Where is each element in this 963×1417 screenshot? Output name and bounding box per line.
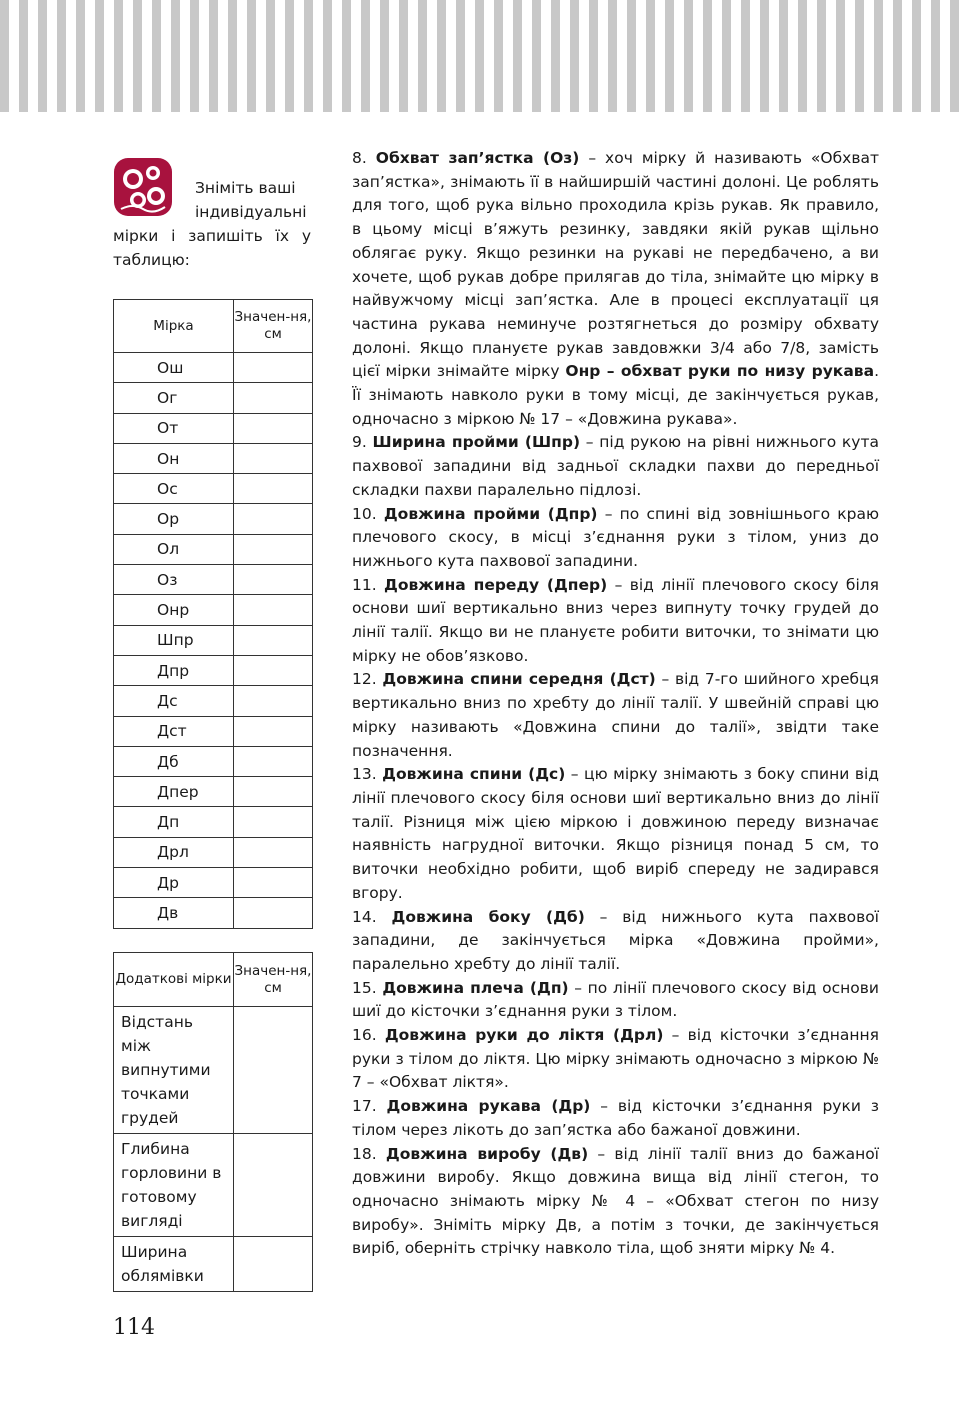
header-stripe <box>361 0 370 112</box>
header-stripe <box>665 0 674 112</box>
measurement-term: Довжина спини (Дс) <box>382 765 566 784</box>
measure-value-cell <box>234 837 313 867</box>
measurement-term: Довжина боку (Дб) <box>391 907 585 926</box>
measure-abbreviation: Ол <box>114 534 234 564</box>
header-stripe <box>304 0 313 112</box>
header-stripe <box>798 0 807 112</box>
measurement-description: . Її знімають навколо руки в тому місці, де закінчується рукав, одночасно з міркою № 17 – «Довжина рукава». <box>352 362 879 428</box>
paragraph-number: 10. <box>352 504 377 523</box>
header-stripe <box>760 0 769 112</box>
task-line-2: індивідуальні <box>195 203 307 221</box>
header-stripe <box>703 0 712 112</box>
extra-measure-value-cell <box>234 1007 313 1134</box>
measure-value-cell <box>234 898 313 928</box>
measurement-term: Обхват зап’ястка (Оз) <box>375 149 580 167</box>
table-row <box>114 868 313 898</box>
header-stripe <box>171 0 180 112</box>
table-row <box>114 565 313 595</box>
table-row <box>114 1134 313 1237</box>
measurement-term: Ширина пройми (Шпр) <box>372 433 581 452</box>
measurement-paragraph <box>352 763 879 905</box>
measure-value-cell <box>234 716 313 746</box>
measurements-table <box>113 299 313 929</box>
header-stripe <box>19 0 28 112</box>
task-line-rest: мірки і запишіть їх у таблицю: <box>113 227 311 269</box>
header-stripe <box>323 0 332 112</box>
header-stripe <box>855 0 864 112</box>
measure-value-cell <box>234 565 313 595</box>
measurement-description: – під рукою на рівні нижнього кута пахвової западини від задньої складки пахви до передньої складки пахви паралельно підлозі. <box>352 433 879 499</box>
paragraph-number: 8. <box>352 149 367 167</box>
table-row <box>114 777 313 807</box>
measure-abbreviation: Дст <box>114 716 234 746</box>
measure-value-cell <box>234 807 313 837</box>
measure-value-cell <box>234 353 313 383</box>
table-row <box>114 1237 313 1292</box>
measurement-term: Довжина переду (Дпер) <box>384 575 608 594</box>
table-row <box>114 413 313 443</box>
measurement-description: – по спині від зовнішнього краю плечового скосу, в місці з’єднання руки з тілом, униз до нижнього кута пахвової западини. <box>352 504 879 570</box>
measure-abbreviation: Шпр <box>114 625 234 655</box>
measurement-description: – від кісточки з’єднання руки з тілом до ліктя. Цю мірку знімають одночасно з міркою № 7 – «Обхват ліктя». <box>352 1026 879 1092</box>
paragraph-number: 16. <box>352 1026 377 1045</box>
measurement-paragraph <box>352 1024 879 1095</box>
measurement-description: – від лінії талії вниз до бажаної довжини виробу. Якщо довжина вища від лінії стегон, то одночасно знімають мірку № 4 – «Обхват стегон по низу виробу». Зніміть мірку Дв, а потім з точки, де закінчується виріб, оберніть стрічку навколо тіла, щоб зняти мірку № 4. <box>352 1144 879 1258</box>
header-stripe <box>152 0 161 112</box>
measure-abbreviation: Оз <box>114 565 234 595</box>
paragraph-number: 14. <box>352 907 377 926</box>
extra-measure-value-cell <box>234 1134 313 1237</box>
task-line-1: Зніміть ваші <box>195 179 296 197</box>
paragraph-number: 15. <box>352 978 377 997</box>
measure-value-cell <box>234 504 313 534</box>
table-row <box>114 353 313 383</box>
column-header-value: Значен-ня, см <box>234 300 313 353</box>
table-row <box>114 1007 313 1134</box>
header-stripe <box>266 0 275 112</box>
measure-value-cell <box>234 474 313 504</box>
measure-abbreviation: Онр <box>114 595 234 625</box>
table-row <box>114 716 313 746</box>
table-row <box>114 595 313 625</box>
header-stripe <box>608 0 617 112</box>
measurement-term: Онр – обхват руки по низу рукава <box>565 362 875 381</box>
measure-abbreviation: Он <box>114 443 234 473</box>
column-header-value: Значен-ня, см <box>234 953 313 1007</box>
extra-measure-label: Ширина облямівки <box>114 1237 234 1292</box>
header-stripe <box>57 0 66 112</box>
measure-value-cell <box>234 413 313 443</box>
header-stripe <box>551 0 560 112</box>
measurements-table-body <box>114 353 313 929</box>
header-stripe <box>741 0 750 112</box>
header-stripe <box>589 0 598 112</box>
measurement-paragraph <box>352 1143 879 1262</box>
header-stripe <box>209 0 218 112</box>
extra-measurements-table <box>113 952 313 1292</box>
measure-value-cell <box>234 777 313 807</box>
header-stripe <box>513 0 522 112</box>
table-row <box>114 383 313 413</box>
header-stripe <box>418 0 427 112</box>
paragraph-number: 11. <box>352 575 377 594</box>
header-stripe <box>779 0 788 112</box>
measurement-paragraph <box>352 147 879 431</box>
header-stripe <box>133 0 142 112</box>
header-stripe <box>380 0 389 112</box>
header-stripe <box>114 0 123 112</box>
paragraph-number: 12. <box>352 670 377 689</box>
measure-abbreviation: Ог <box>114 383 234 413</box>
header-stripe <box>950 0 959 112</box>
measure-abbreviation: Др <box>114 868 234 898</box>
header-stripe <box>931 0 940 112</box>
measure-abbreviation: Дб <box>114 746 234 776</box>
measurement-paragraph <box>352 503 879 574</box>
measurement-term: Довжина виробу (Дв) <box>385 1144 589 1163</box>
paragraph-number: 18. <box>352 1144 377 1163</box>
header-stripe <box>836 0 845 112</box>
measurement-description: – від нижнього кута пахвової западини, де закінчується мірка «Довжина пройми», паралельно хребту до лінії талії. <box>352 907 879 973</box>
header-stripe <box>76 0 85 112</box>
paragraph-number: 9. <box>352 433 367 452</box>
measurement-description: – цю мірку знімають з боку спини від лінії плечового скосу біля основи шиї вертикально вниз до лінії талії. Різниця між цією міркою і довжиною переду визначає наявність нагрудної виточки. Якщо різниця понад 5 см, то виточки необхідно робити, щоб виріб спереду не задирався вгору. <box>352 765 879 902</box>
measurement-term: Довжина спини середня (Дст) <box>382 670 656 689</box>
column-header-measure: Мірка <box>114 300 234 353</box>
table-row <box>114 474 313 504</box>
table-row <box>114 898 313 928</box>
header-stripe <box>190 0 199 112</box>
measurement-paragraph <box>352 668 879 763</box>
measure-value-cell <box>234 595 313 625</box>
measure-value-cell <box>234 746 313 776</box>
measure-value-cell <box>234 534 313 564</box>
measurement-description: – від лінії плечового скосу біля основи шиї вертикально вниз через випнуту точку грудей до лінії талії. Якщо ви не плануєте робити виточки, то знімати цю мірку не обов’язково. <box>352 575 879 665</box>
header-stripe <box>684 0 693 112</box>
measure-value-cell <box>234 383 313 413</box>
header-stripe <box>627 0 636 112</box>
measurement-descriptions <box>352 147 879 1261</box>
measurement-paragraph <box>352 1095 879 1142</box>
measure-abbreviation: Дп <box>114 807 234 837</box>
header-stripe <box>285 0 294 112</box>
table-row <box>114 686 313 716</box>
measure-abbreviation: Дв <box>114 898 234 928</box>
measure-abbreviation: Ош <box>114 353 234 383</box>
table-row <box>114 655 313 685</box>
header-stripe <box>532 0 541 112</box>
measure-abbreviation: Дрл <box>114 837 234 867</box>
measurement-term: Довжина пройми (Дпр) <box>383 504 598 523</box>
paragraph-number: 17. <box>352 1097 377 1116</box>
measure-abbreviation: Дс <box>114 686 234 716</box>
measurement-paragraph <box>352 574 879 669</box>
page-number: 114 <box>113 1315 155 1340</box>
measurement-description: – хоч мірку й називають «Обхват зап’ястка», знімають її в найширшій частині долоні. Це роблять для того, щоб рука вільно проходила крізь рукав. Як правило, в цьому місці в’яжуть резинку, завдяки якій рукав щільно облягає руку. Якщо резинки на рукаві не передбачено, а ви хочете, щоб рукав добре прилягав до тіла, знімайте цю мірку в найвужчому місці зап’ястка. Але в процесі експлуатації ця частина рукава неминуче розтягнеться до розміру обхвату долоні. Якщо плануєте рукав завдовжки 3/4 або 7/8, замість цієї мірки знімайте мірку <box>352 149 880 381</box>
task-instruction <box>113 176 311 272</box>
column-header-extra: Додаткові мірки <box>114 953 234 1007</box>
header-stripe <box>0 0 9 112</box>
header-stripe <box>893 0 902 112</box>
header-stripe <box>247 0 256 112</box>
measure-abbreviation: Ор <box>114 504 234 534</box>
extra-measure-value-cell <box>234 1237 313 1292</box>
header-stripe <box>228 0 237 112</box>
table-header-row <box>114 300 313 353</box>
extra-measure-label: Глибина горловини в готовому вигляді <box>114 1134 234 1237</box>
measurement-term: Довжина рукава (Др) <box>386 1097 591 1116</box>
header-stripe <box>38 0 47 112</box>
header-stripe <box>912 0 921 112</box>
measure-abbreviation: От <box>114 413 234 443</box>
measurement-description: – від 7-го шийного хребця вертикально вниз по хребту до лінії талії. У швейній справі цю мірку називають «Довжина спини до талії», звідти таке позначення. <box>352 670 879 760</box>
measurement-description: – по лінії плечового скосу від основи шиї до кісточки з’єднання руки з тілом. <box>352 978 879 1021</box>
measure-abbreviation: Дпер <box>114 777 234 807</box>
measurement-description: – від кісточки з’єднання руки з тілом через лікоть до зап’ястка або бажаної довжини. <box>352 1097 879 1139</box>
measure-value-cell <box>234 868 313 898</box>
measure-value-cell <box>234 443 313 473</box>
measurement-term: Довжина руки до ліктя (Дрл) <box>384 1026 664 1045</box>
extra-measurements-table-body <box>114 1007 313 1292</box>
table-row <box>114 504 313 534</box>
header-stripe <box>494 0 503 112</box>
header-stripe <box>817 0 826 112</box>
table-row <box>114 807 313 837</box>
header-stripe <box>342 0 351 112</box>
measure-abbreviation: Дпр <box>114 655 234 685</box>
table-row <box>114 443 313 473</box>
measurement-paragraph <box>352 977 879 1024</box>
measurement-paragraph <box>352 431 879 502</box>
measure-value-cell <box>234 686 313 716</box>
header-stripe <box>874 0 883 112</box>
extra-measure-label: Відстань між випнутими точками грудей <box>114 1007 234 1134</box>
header-stripe <box>722 0 731 112</box>
measure-abbreviation: Ос <box>114 474 234 504</box>
header-stripe <box>95 0 104 112</box>
header-stripe <box>475 0 484 112</box>
paragraph-number: 13. <box>352 765 377 784</box>
header-stripes <box>0 0 963 112</box>
header-stripe <box>570 0 579 112</box>
table-row <box>114 746 313 776</box>
header-stripe <box>399 0 408 112</box>
header-stripe <box>437 0 446 112</box>
table-row <box>114 534 313 564</box>
measurement-term: Довжина плеча (Дп) <box>382 978 569 997</box>
header-stripe <box>646 0 655 112</box>
measurement-paragraph <box>352 906 879 977</box>
table-header-row <box>114 953 313 1007</box>
header-stripe <box>456 0 465 112</box>
measure-value-cell <box>234 625 313 655</box>
table-row <box>114 625 313 655</box>
measure-value-cell <box>234 655 313 685</box>
table-row <box>114 837 313 867</box>
